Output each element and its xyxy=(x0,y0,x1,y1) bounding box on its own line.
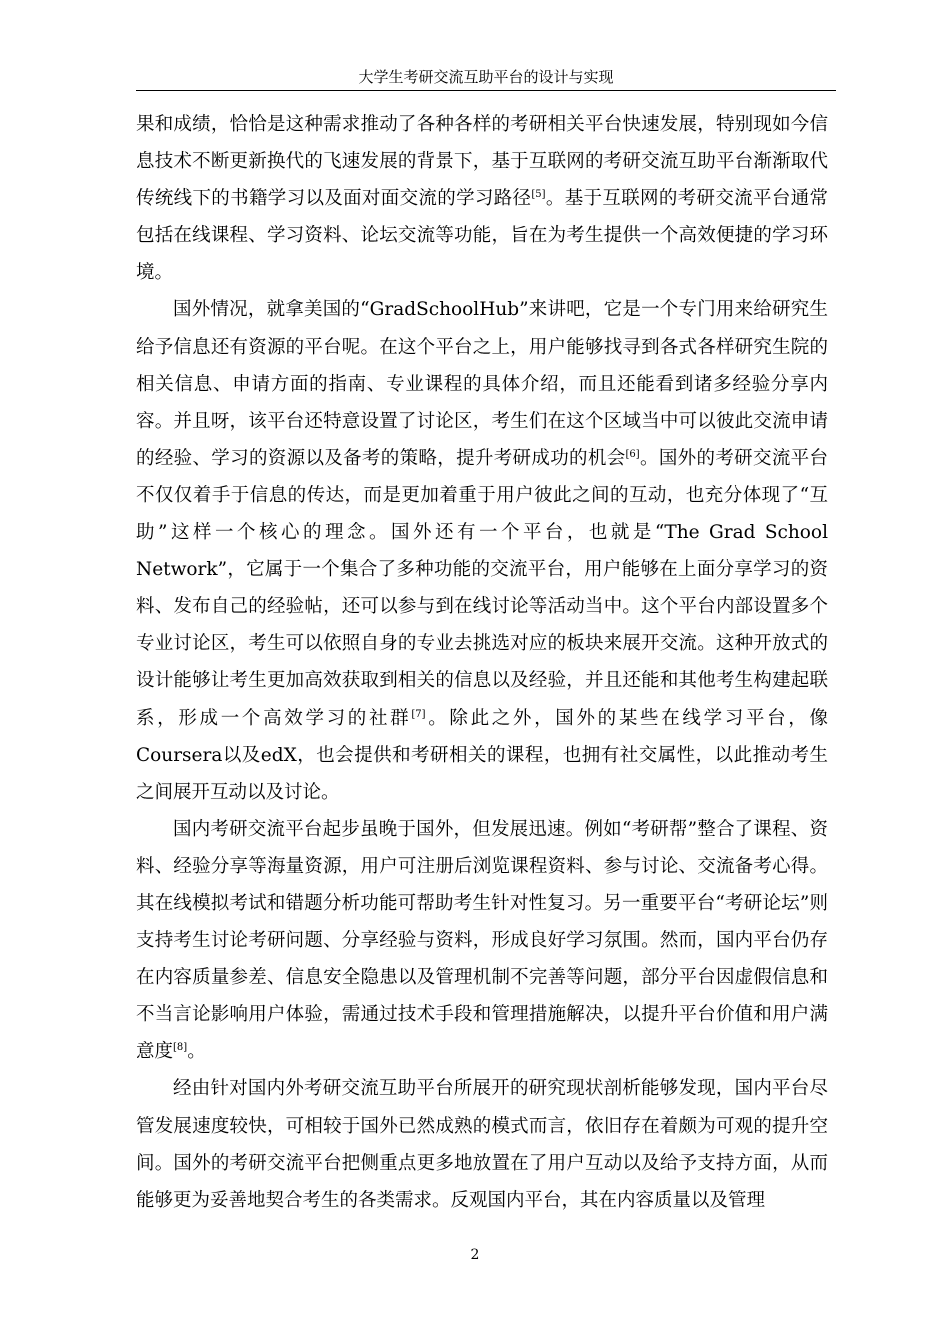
paragraph-text: 。国外的考研交流平台不仅仅着手于信息的传达，而是更加着重于用户彼此之间的互动，也充分体现了“互助”这样一个核心的理念。国外还有一个平台，也就是“The Grad School Network”，它属于一个集合了多种功能的交流平台，用户能够在上面分享学习的资料、发布自己的经验帖，还可以参与到在线讨论等活动当中。这个平台内部设置多个专业讨论区，考生可以依照自身的专业去挑选对应的板块来展开交流。这种开放式的设计能够让考生更加高效获取到相关的信息以及经验，并且还能和其他考生构建起联系，形成一个高效学习的社群 xyxy=(136,447,828,729)
paragraph-text: 国外情况，就拿美国的“GradSchoolHub”来讲吧，它是一个专门用来给研究生给予信息还有资源的平台呢。在这个平台之上，用户能够找寻到各式各样研究生院的相关信息、申请方面的指南、专业课程的具体介绍，而且还能看到诸多经验分享内容。并且呀，该平台还特意设置了讨论区，考生们在这个区域当中可以彼此交流申请的经验、学习的资源以及备考的策略，提升考研成功的机会 xyxy=(136,299,828,469)
body-text xyxy=(136,106,828,1219)
paragraph-text: 。 xyxy=(187,1041,206,1063)
running-header: 大学生考研交流互助平台的设计与实现 xyxy=(136,64,836,91)
paragraph xyxy=(136,1070,828,1218)
paragraph-text: 果和成绩，恰恰是这种需求推动了各种各样的考研相关平台快速发展，特别现如今信息技术不断更新换代的飞速发展的背景下，基于互联网的考研交流互助平台渐渐取代传统线下的书籍学习以及面对面交流的学习路径 xyxy=(136,114,828,210)
paragraph-text: 经由针对国内外考研交流互助平台所展开的研究现状剖析能够发现，国内平台尽管发展速度较快，可相较于国外已然成熟的模式而言，依旧存在着颇为可观的提升空间。国外的考研交流平台把侧重点更多地放置在了用户互动以及给予支持方面，从而能够更为妥善地契合考生的各类需求。反观国内平台，其在内容质量以及管理 xyxy=(136,1078,828,1211)
paragraph xyxy=(136,811,828,1071)
paragraph xyxy=(136,291,828,810)
paragraph-text: 。除此之外，国外的某些在线学习平台，像Coursera以及edX，也会提供和考研相关的课程，也拥有社交属性，以此推动考生之间展开互动以及讨论。 xyxy=(136,707,828,803)
citation: [6] xyxy=(625,448,640,460)
paragraph-text: 国内考研交流平台起步虽晚于国外，但发展迅速。例如“考研帮”整合了课程、资料、经验分享等海量资源，用户可注册后浏览课程资料、参与讨论、交流备考心得。其在线模拟考试和错题分析功能可帮助考生针对性复习。另一重要平台“考研论坛”则支持考生讨论考研问题、分享经验与资料，形成良好学习氛围。然而，国内平台仍存在内容质量参差、信息安全隐患以及管理机制不完善等问题，部分平台因虚假信息和不当言论影响用户体验，需通过技术手段和管理措施解决，以提升平台价值和用户满意度 xyxy=(136,818,828,1063)
paragraph xyxy=(136,106,828,291)
paragraph-text: 。基于互联网的考研交流平台通常包括在线课程、学习资料、论坛交流等功能，旨在为考生提供一个高效便捷的学习环境。 xyxy=(136,188,828,284)
citation: [5] xyxy=(531,189,546,201)
citation: [8] xyxy=(173,1042,188,1054)
citation: [7] xyxy=(411,708,426,720)
page-number: 2 xyxy=(470,1247,480,1263)
